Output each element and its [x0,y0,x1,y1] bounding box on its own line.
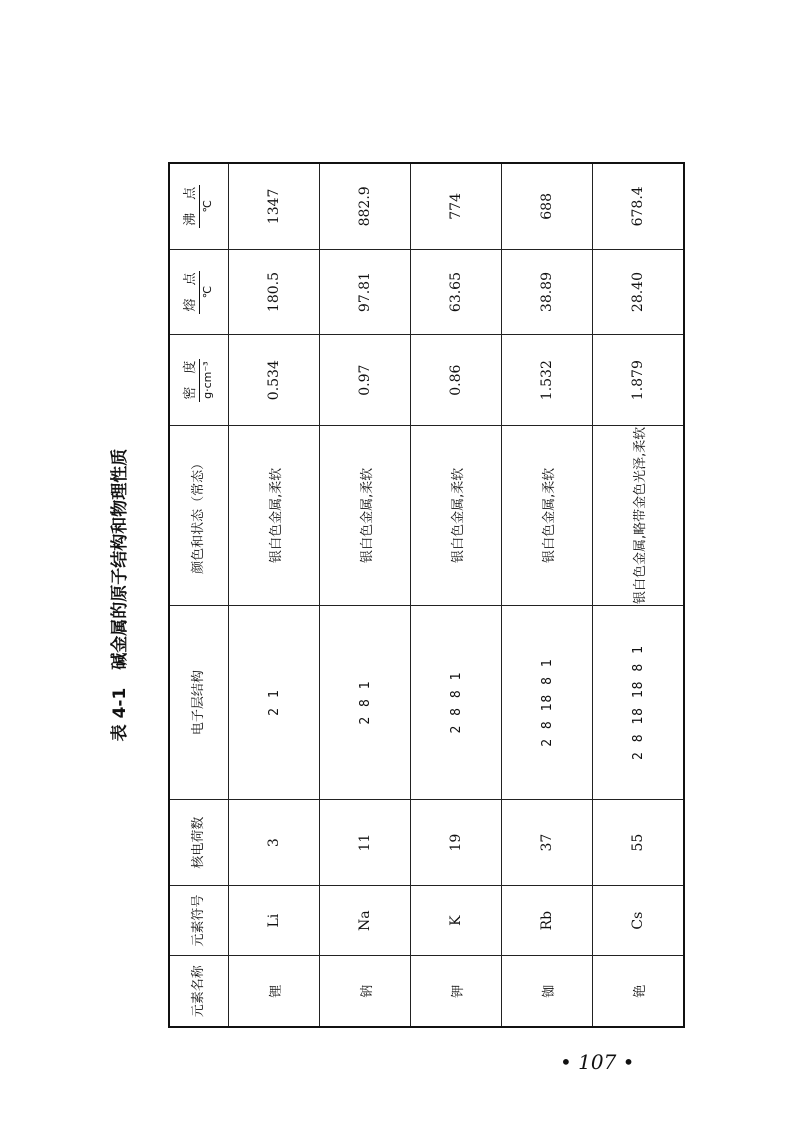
table-caption [100,160,140,1030]
cell-symbol: Li [229,885,320,956]
cell-name: 钾 [411,956,502,1027]
cell-boiling-point: 678.4 [593,163,685,249]
table-row [593,163,685,1027]
header-symbol: 元素符号 [169,885,229,956]
cell-charge: 11 [320,800,411,885]
cell-charge: 3 [229,800,320,885]
cell-charge: 37 [502,800,593,885]
density-unit: g·cm⁻³ [200,361,214,399]
mp-unit: ℃ [200,285,214,299]
cell-charge: 55 [593,800,685,885]
header-row [169,163,229,1027]
cell-symbol: K [411,885,502,956]
cell-shells: 2 8 8 1 [411,605,502,800]
cell-density: 1.532 [502,335,593,426]
cell-melting-point: 180.5 [229,249,320,335]
header-name: 元素名称 [169,956,229,1027]
cell-melting-point: 97.81 [320,249,411,335]
header-shells: 电子层结构 [169,605,229,800]
cell-name: 铷 [502,956,593,1027]
cell-shells: 2 1 [229,605,320,800]
cell-boiling-point: 1347 [229,163,320,249]
table-row [502,163,593,1027]
alkali-metals-table [168,162,685,1028]
cell-shells: 2 8 18 18 8 1 [593,605,685,800]
cell-name: 铯 [593,956,685,1027]
cell-appearance: 银白色金属,柔软 [502,425,593,605]
cell-symbol: Na [320,885,411,956]
header-boiling-point [169,163,229,249]
density-label: 密 度 [182,360,198,400]
caption-title: 碱金属的原子结构和物理性质 [110,448,130,670]
table-row [411,163,502,1027]
cell-shells: 2 8 18 8 1 [502,605,593,800]
cell-symbol: Rb [502,885,593,956]
caption-number: 表 4-1 [110,687,130,742]
cell-symbol: Cs [593,885,685,956]
page-number: • 107 • [560,1050,635,1074]
header-charge: 核电荷数 [169,800,229,885]
cell-melting-point: 63.65 [411,249,502,335]
cell-charge: 19 [411,800,502,885]
rotated-page [100,160,660,1030]
cell-boiling-point: 688 [502,163,593,249]
cell-melting-point: 38.89 [502,249,593,335]
cell-name: 锂 [229,956,320,1027]
header-appearance: 颜色和状态（常态） [169,425,229,605]
cell-density: 0.97 [320,335,411,426]
header-melting-point [169,249,229,335]
cell-density: 0.534 [229,335,320,426]
cell-shells: 2 8 1 [320,605,411,800]
cell-boiling-point: 882.9 [320,163,411,249]
table-row [320,163,411,1027]
cell-density: 1.879 [593,335,685,426]
bp-unit: ℃ [200,200,214,213]
cell-appearance: 银白色金属,柔软 [229,425,320,605]
header-density [169,335,229,426]
cell-appearance: 银白色金属,柔软 [411,425,502,605]
table-row [229,163,320,1027]
cell-melting-point: 28.40 [593,249,685,335]
cell-appearance: 银白色金属,略带金色光泽,柔软 [593,425,685,605]
cell-appearance: 银白色金属,柔软 [320,425,411,605]
mp-label: 熔 点 [182,272,198,312]
bp-label: 沸 点 [182,186,198,226]
cell-name: 钠 [320,956,411,1027]
cell-boiling-point: 774 [411,163,502,249]
cell-density: 0.86 [411,335,502,426]
